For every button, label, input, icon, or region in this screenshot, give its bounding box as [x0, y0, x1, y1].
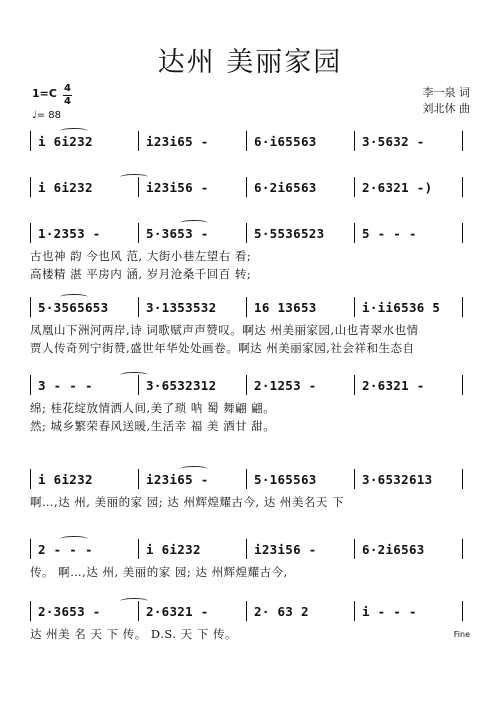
song-title: 达州 美丽家园 [157, 47, 343, 78]
measure: 2·6321 - [362, 377, 425, 393]
measure: 3·1353532 [146, 299, 217, 315]
barline [354, 177, 355, 197]
barline [30, 131, 31, 151]
measure: 2·6321 -) [362, 179, 433, 195]
measure: 5 - - - [362, 225, 417, 241]
measure: 6·2i6563 [254, 179, 317, 195]
tempo-marking: ♩= 88 [32, 110, 61, 121]
barline [354, 131, 355, 151]
lyricist-credit: 李一泉 词 [422, 86, 470, 99]
slur-mark [120, 174, 148, 180]
measure: 3·6532312 [146, 377, 217, 393]
key-signature: 1=C [32, 87, 57, 100]
slur-mark [180, 220, 208, 226]
barline [462, 539, 463, 559]
measure: 5·165563 [254, 471, 317, 487]
measure: 3 - - - [38, 377, 93, 393]
barline [462, 297, 463, 317]
notation-line [30, 176, 470, 198]
measure: 2·1253 - [254, 377, 317, 393]
barline [246, 375, 247, 395]
barline [246, 539, 247, 559]
measure: i - - - [362, 603, 417, 619]
barline [354, 601, 355, 621]
lyric-line: 传。 啊…,达 州, 美丽的家 园; 达 州辉煌耀古今, [30, 565, 288, 579]
measure: 5·3565653 [38, 299, 109, 315]
lyric-line: 高楼精 湛 平房内 涵, 岁月沧桑千回百 转; [30, 267, 252, 281]
notation-line [30, 468, 470, 490]
lyric-line: 凤凰山下洲河两岸,诗 词歌赋声声赞叹。啊达 州美丽家园,山也青翠水也情 [30, 323, 419, 337]
barline [462, 223, 463, 243]
measure: i23i65 - [146, 471, 209, 487]
measure: i23i65 - [146, 133, 209, 149]
measure: 5·5536523 [254, 225, 325, 241]
barline [246, 131, 247, 151]
measure: i23i56 - [146, 179, 209, 195]
barline [138, 223, 139, 243]
barline [138, 177, 139, 197]
slur-mark [120, 598, 148, 604]
lyric-line: 绵; 桂花绽放情洒人间,美了琐 呐 蜀 舞翩 翩。 [30, 401, 276, 415]
measure: 1·2353 - [38, 225, 101, 241]
notation-line [30, 130, 470, 152]
barline [354, 297, 355, 317]
barline [30, 223, 31, 243]
barline [246, 223, 247, 243]
barline [462, 177, 463, 197]
measure: 16 13653 [254, 299, 317, 315]
barline [246, 601, 247, 621]
barline [354, 223, 355, 243]
barline [30, 297, 31, 317]
measure: 2· 63 2 [254, 603, 309, 619]
barline [30, 177, 31, 197]
barline [30, 469, 31, 489]
lyric-line: 贾人传奇列宁街赞,盛世年华处处画卷。啊达 州美丽家园,社会祥和生态自 [30, 341, 415, 355]
measure: 6·2i6563 [362, 541, 425, 557]
barline [354, 469, 355, 489]
barline [138, 539, 139, 559]
lyric-line: 然; 城乡繁荣春风送暖,生活幸 福 美 酒甘 甜。 [30, 419, 276, 433]
slur-mark [180, 466, 208, 472]
slur-mark [60, 294, 88, 300]
measure: 6·i65563 [254, 133, 317, 149]
slur-mark [60, 128, 88, 134]
notation-line [30, 374, 470, 396]
barline [462, 469, 463, 489]
time-signature-top: 4 [64, 83, 71, 94]
notation-line [30, 296, 470, 318]
time-signature-bottom: 4 [64, 96, 71, 107]
measure: 2·3653 - [38, 603, 101, 619]
lyric-line: 达 州美 名 天 下 传。 D.S. 天 下 传。 [30, 627, 237, 641]
barline [138, 297, 139, 317]
slur-mark [120, 372, 148, 378]
notation-line [30, 222, 470, 244]
measure: i 6i232 [38, 133, 93, 149]
fine-label: Fine [453, 630, 470, 639]
time-signature [63, 84, 72, 107]
slur-mark [60, 536, 88, 542]
lyric-line: 古也神 韵 今也风 范, 大街小巷左望右 看; [30, 249, 252, 263]
barline [462, 131, 463, 151]
barline [138, 469, 139, 489]
composer-credit: 刘北休 曲 [422, 102, 470, 115]
barline [462, 375, 463, 395]
notation-line [30, 600, 470, 622]
barline [354, 539, 355, 559]
barline [354, 375, 355, 395]
barline [30, 375, 31, 395]
barline [138, 601, 139, 621]
measure: 2 - - - [38, 541, 93, 557]
lyric-line: 啊…,达 州, 美丽的家 园; 达 州辉煌耀古今, 达 州美名天 下 [30, 495, 345, 509]
barline [462, 601, 463, 621]
measure: i·ii6536 5 [362, 299, 441, 315]
measure: i 6i232 [38, 179, 93, 195]
notation-line [30, 538, 470, 560]
barline [30, 601, 31, 621]
measure: i 6i232 [38, 471, 93, 487]
measure: 3·5632 - [362, 133, 425, 149]
barline [138, 131, 139, 151]
barline [246, 297, 247, 317]
barline [30, 539, 31, 559]
measure: i23i56 - [254, 541, 317, 557]
barline [246, 469, 247, 489]
measure: 5·3653 - [146, 225, 209, 241]
barline [246, 177, 247, 197]
measure: i 6i232 [146, 541, 201, 557]
measure: 2·6321 - [146, 603, 209, 619]
measure: 3·6532613 [362, 471, 433, 487]
barline [138, 375, 139, 395]
